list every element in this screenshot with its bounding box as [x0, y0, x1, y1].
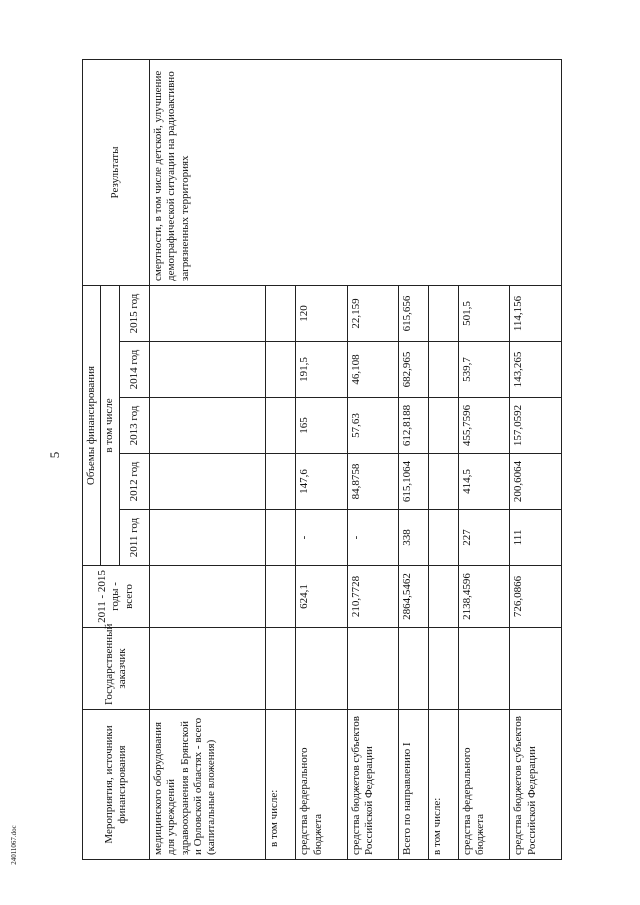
- financing-table: [82, 59, 562, 860]
- cell-y2014: [429, 342, 459, 398]
- header-results: Результаты: [83, 59, 150, 285]
- cell-y2015: 22,159: [347, 285, 399, 341]
- cell-y2013: [429, 398, 459, 454]
- cell-y2011: -: [347, 510, 399, 566]
- cell-total: [266, 566, 296, 628]
- cell-y2014: 539,7: [458, 342, 510, 398]
- cell-y2014: 143,265: [510, 342, 562, 398]
- cell-y2013: 165: [296, 398, 348, 454]
- cell-y2014: 46,108: [347, 342, 399, 398]
- cell-y2014: [266, 342, 296, 398]
- row-label: Всего по направлению I: [399, 710, 429, 860]
- footer-filename: 24011067.doc: [10, 825, 18, 865]
- rotated-page: [82, 60, 562, 860]
- header-year: 2012 год: [119, 454, 149, 510]
- cell-y2015: [266, 285, 296, 341]
- cell-total: 2864,5462: [399, 566, 429, 628]
- header-customer: Государственный заказчик: [83, 628, 150, 710]
- cell-total: 210,7728: [347, 566, 399, 628]
- cell-y2013: [266, 398, 296, 454]
- header-activity: Мероприятия, источники финансирования: [83, 710, 150, 860]
- cell-y2012: 414,5: [458, 454, 510, 510]
- cell-y2012: 200,6064: [510, 454, 562, 510]
- cell-total: 2138,4596: [458, 566, 510, 628]
- cell-customer: [510, 628, 562, 710]
- cell-y2015: 615,656: [399, 285, 429, 341]
- table-row: [149, 59, 266, 859]
- header-year: 2014 год: [119, 342, 149, 398]
- page-number: 5: [47, 451, 62, 459]
- cell-y2014: 191,5: [296, 342, 348, 398]
- header-total: 2011 - 2015 годы - всего: [83, 566, 150, 628]
- cell-y2012: 84,8758: [347, 454, 399, 510]
- row-label: средства федерального бюджета: [296, 710, 348, 860]
- cell-y2013: [149, 398, 266, 454]
- cell-y2012: 147,6: [296, 454, 348, 510]
- cell-total: 726,0866: [510, 566, 562, 628]
- cell-total: 624,1: [296, 566, 348, 628]
- cell-customer: [266, 628, 296, 710]
- row-label: медицинского оборудования для учреждений здравоохранения в Брянской и Орловской областях - всего (капитальные вложения): [149, 710, 266, 860]
- cell-y2015: 120: [296, 285, 348, 341]
- cell-y2012: [149, 454, 266, 510]
- cell-customer: [149, 628, 266, 710]
- cell-y2015: 501,5: [458, 285, 510, 341]
- header-year: 2011 год: [119, 510, 149, 566]
- cell-y2011: [266, 510, 296, 566]
- cell-customer: [429, 628, 459, 710]
- cell-y2014: [149, 342, 266, 398]
- cell-y2015: 114,156: [510, 285, 562, 341]
- row-label: средства бюджетов субъектов Российской Федерации: [347, 710, 399, 860]
- cell-y2011: -: [296, 510, 348, 566]
- results-cell: смертности, в том числе детской, улучшение демографической ситуации на радиоактивно загрязненных территориях: [149, 59, 561, 285]
- row-label: средства федерального бюджета: [458, 710, 510, 860]
- header-volumes: Объемы финансирования: [83, 285, 101, 565]
- cell-customer: [296, 628, 348, 710]
- header-year: 2013 год: [119, 398, 149, 454]
- header-including: в том числе: [101, 285, 119, 565]
- cell-y2011: [429, 510, 459, 566]
- header-year: 2015 год: [119, 285, 149, 341]
- row-label: в том числе:: [266, 710, 296, 860]
- cell-y2013: 157,0592: [510, 398, 562, 454]
- cell-y2011: [149, 510, 266, 566]
- cell-y2011: 227: [458, 510, 510, 566]
- cell-y2014: 682,965: [399, 342, 429, 398]
- cell-y2011: 338: [399, 510, 429, 566]
- cell-total: [429, 566, 459, 628]
- cell-y2013: 455,7596: [458, 398, 510, 454]
- cell-customer: [347, 628, 399, 710]
- cell-y2015: [429, 285, 459, 341]
- cell-y2012: [266, 454, 296, 510]
- cell-y2015: [149, 285, 266, 341]
- cell-y2011: 111: [510, 510, 562, 566]
- cell-y2012: 615,1064: [399, 454, 429, 510]
- cell-y2012: [429, 454, 459, 510]
- row-label: средства бюджетов субъектов Российской Федерации: [510, 710, 562, 860]
- cell-customer: [399, 628, 429, 710]
- cell-customer: [458, 628, 510, 710]
- row-label: в том числе:: [429, 710, 459, 860]
- cell-y2013: 57,63: [347, 398, 399, 454]
- cell-total: [149, 566, 266, 628]
- cell-y2013: 612,8188: [399, 398, 429, 454]
